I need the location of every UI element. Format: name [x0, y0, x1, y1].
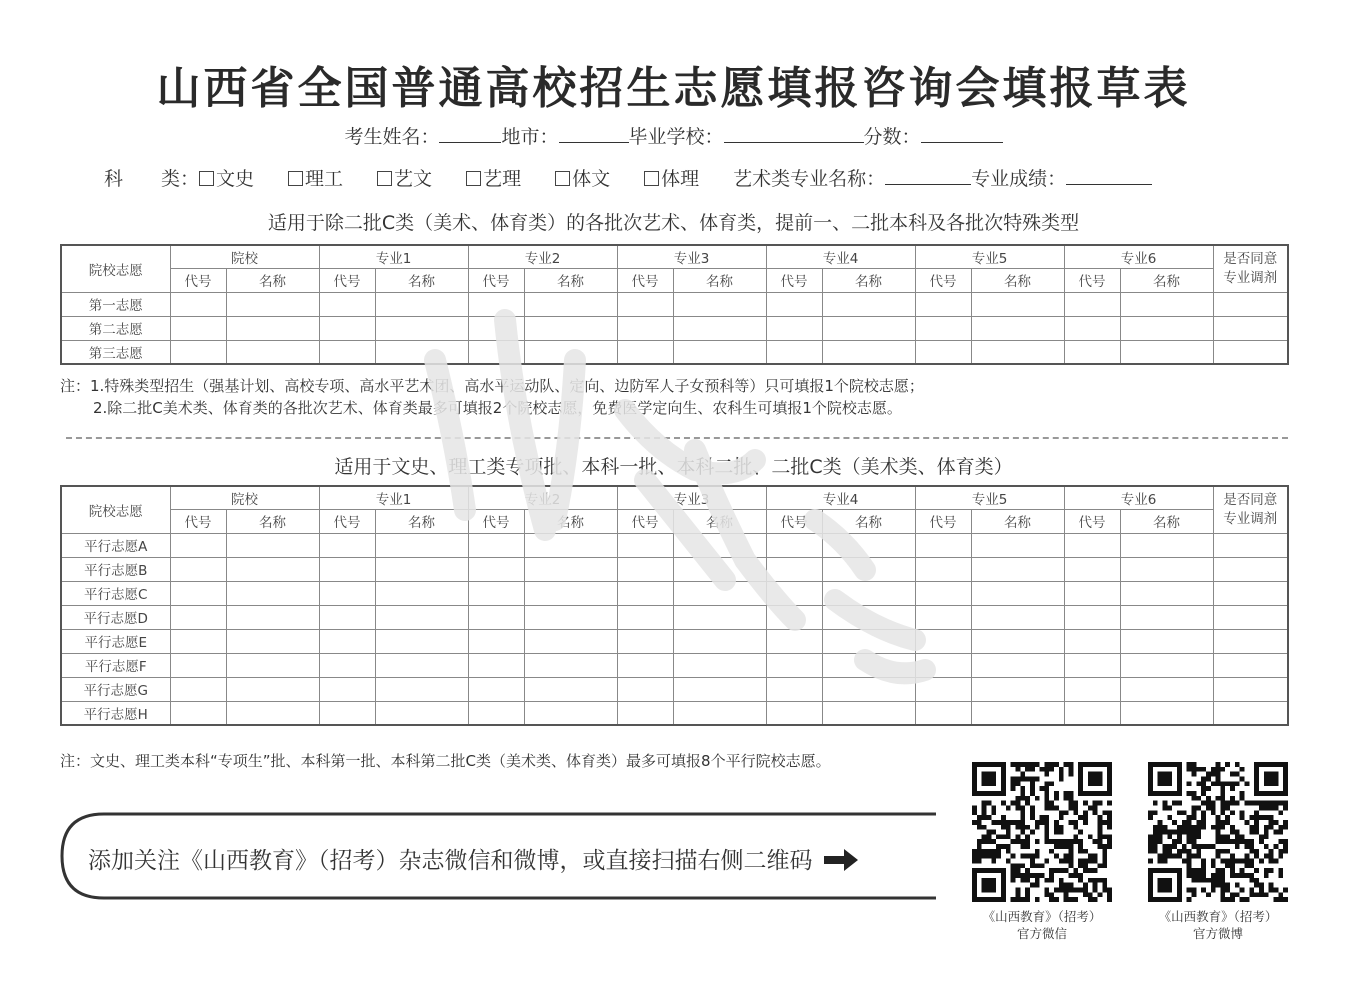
- entry-cell[interactable]: [1064, 533, 1120, 557]
- entry-cell[interactable]: [971, 605, 1064, 629]
- header-code: 代号: [766, 509, 822, 533]
- entry-cell[interactable]: [673, 605, 766, 629]
- entry-cell[interactable]: [673, 653, 766, 677]
- qr-caption-line1: 《山西教育》（招考）: [1158, 909, 1278, 924]
- entry-cell[interactable]: [915, 557, 971, 581]
- entry-cell[interactable]: [915, 581, 971, 605]
- qr-caption-line2: 官方微博: [1192, 926, 1243, 941]
- entry-cell[interactable]: [617, 605, 673, 629]
- entry-cell[interactable]: [1213, 629, 1288, 653]
- header-school-choice: 院校志愿: [61, 486, 170, 533]
- entry-cell[interactable]: [226, 557, 319, 581]
- table-row: [61, 292, 1288, 316]
- entry-cell[interactable]: [319, 557, 375, 581]
- entry-cell[interactable]: [915, 292, 971, 316]
- entry-cell[interactable]: [766, 340, 822, 364]
- entry-cell[interactable]: [673, 629, 766, 653]
- school-field[interactable]: [724, 124, 864, 143]
- entry-cell[interactable]: [822, 653, 915, 677]
- entry-cell[interactable]: [524, 340, 617, 364]
- entry-cell[interactable]: [971, 581, 1064, 605]
- entry-cell[interactable]: [319, 581, 375, 605]
- entry-cell[interactable]: [524, 605, 617, 629]
- table-row: [61, 605, 1288, 629]
- name-label: 考生姓名：: [344, 126, 440, 148]
- entry-cell[interactable]: [971, 677, 1064, 701]
- entry-cell[interactable]: [170, 316, 226, 340]
- header-name: 名称: [1120, 268, 1213, 292]
- header-code: 代号: [617, 268, 673, 292]
- entry-cell[interactable]: [319, 653, 375, 677]
- entry-cell[interactable]: [766, 292, 822, 316]
- header-adjust: [1213, 245, 1288, 292]
- row-label: 平行志愿B: [61, 557, 170, 581]
- entry-cell[interactable]: [468, 629, 524, 653]
- entry-cell[interactable]: [617, 653, 673, 677]
- table-row: [61, 533, 1288, 557]
- entry-cell[interactable]: [915, 677, 971, 701]
- header-school: 院校: [170, 486, 319, 509]
- table-row: [61, 316, 1288, 340]
- entry-cell[interactable]: [822, 629, 915, 653]
- entry-cell[interactable]: [1213, 557, 1288, 581]
- checkbox-icon[interactable]: [199, 171, 214, 186]
- header-major-5: 专业5: [915, 245, 1064, 268]
- header-name: 名称: [971, 509, 1064, 533]
- header-code: 代号: [915, 509, 971, 533]
- header-code: 代号: [617, 509, 673, 533]
- entry-cell[interactable]: [375, 629, 468, 653]
- entry-cell[interactable]: [915, 316, 971, 340]
- entry-cell[interactable]: [673, 316, 766, 340]
- entry-cell[interactable]: [319, 605, 375, 629]
- entry-cell[interactable]: [971, 533, 1064, 557]
- entry-cell[interactable]: [170, 292, 226, 316]
- entry-cell[interactable]: [524, 701, 617, 725]
- entry-cell[interactable]: [524, 292, 617, 316]
- entry-cell[interactable]: [766, 533, 822, 557]
- header-major-1: 专业1: [319, 486, 468, 509]
- entry-cell[interactable]: [170, 701, 226, 725]
- entry-cell[interactable]: [1064, 701, 1120, 725]
- header-major-5: 专业5: [915, 486, 1064, 509]
- entry-cell[interactable]: [617, 677, 673, 701]
- header-code: 代号: [170, 509, 226, 533]
- entry-cell[interactable]: [766, 605, 822, 629]
- arrow-right-icon: [824, 849, 858, 871]
- wechat-qr-code[interactable]: [972, 762, 1112, 902]
- entry-cell[interactable]: [971, 316, 1064, 340]
- entry-cell[interactable]: [375, 677, 468, 701]
- row-label: 平行志愿D: [61, 605, 170, 629]
- city-field[interactable]: [559, 124, 629, 143]
- entry-cell[interactable]: [170, 557, 226, 581]
- entry-cell[interactable]: [170, 581, 226, 605]
- header-major-6: 专业6: [1064, 486, 1213, 509]
- qr-caption-line2: 官方微信: [1016, 926, 1067, 941]
- checkbox-icon[interactable]: [377, 171, 392, 186]
- entry-cell[interactable]: [1120, 701, 1213, 725]
- entry-cell[interactable]: [468, 340, 524, 364]
- category-option-yili[interactable]: 艺理: [466, 168, 521, 190]
- header-major-3: 专业3: [617, 245, 766, 268]
- header-name: 名称: [971, 268, 1064, 292]
- table-row: [61, 629, 1288, 653]
- entry-cell[interactable]: [1213, 581, 1288, 605]
- entry-cell[interactable]: [1064, 316, 1120, 340]
- category-option-ligong[interactable]: 理工: [288, 168, 343, 190]
- entry-cell[interactable]: [1120, 292, 1213, 316]
- entry-cell[interactable]: [766, 701, 822, 725]
- entry-cell[interactable]: [524, 557, 617, 581]
- entry-cell[interactable]: [1120, 653, 1213, 677]
- section1-note2: 2.除二批C美术类、体育类的各批次艺术、体育类最多可填报2个院校志愿，免费医学定向生、农科生可填报1个院校志愿。: [93, 399, 902, 417]
- checkbox-icon[interactable]: [644, 171, 659, 186]
- header-name: 名称: [524, 268, 617, 292]
- city-label: 地市：: [501, 126, 559, 148]
- qr-caption-line1: 《山西教育》（招考）: [982, 909, 1102, 924]
- entry-cell[interactable]: [1213, 653, 1288, 677]
- entry-cell[interactable]: [468, 605, 524, 629]
- entry-cell[interactable]: [617, 340, 673, 364]
- category-line: [104, 164, 1152, 191]
- checkbox-icon[interactable]: [555, 171, 570, 186]
- entry-cell[interactable]: [468, 533, 524, 557]
- header-code: 代号: [468, 268, 524, 292]
- cut-line: [66, 437, 1288, 439]
- score-label: 分数：: [863, 126, 921, 148]
- entry-cell[interactable]: [1120, 629, 1213, 653]
- entry-cell[interactable]: [673, 557, 766, 581]
- entry-cell[interactable]: [766, 581, 822, 605]
- header-name: 名称: [375, 509, 468, 533]
- entry-cell[interactable]: [766, 653, 822, 677]
- entry-cell[interactable]: [617, 629, 673, 653]
- entry-cell[interactable]: [673, 292, 766, 316]
- header-major-3: 专业3: [617, 486, 766, 509]
- entry-cell[interactable]: [226, 292, 319, 316]
- entry-cell[interactable]: [524, 533, 617, 557]
- entry-cell[interactable]: [170, 605, 226, 629]
- entry-cell[interactable]: [617, 701, 673, 725]
- row-label: 平行志愿F: [61, 653, 170, 677]
- header-major-4: 专业4: [766, 245, 915, 268]
- entry-cell[interactable]: [524, 316, 617, 340]
- entry-cell[interactable]: [971, 292, 1064, 316]
- header-code: 代号: [468, 509, 524, 533]
- entry-cell[interactable]: [170, 653, 226, 677]
- entry-cell[interactable]: [617, 316, 673, 340]
- entry-cell[interactable]: [766, 629, 822, 653]
- entry-cell[interactable]: [915, 605, 971, 629]
- art-major-label: 艺术类专业名称：: [733, 168, 886, 190]
- table-row: [61, 340, 1288, 364]
- entry-cell[interactable]: [915, 533, 971, 557]
- header-name: 名称: [673, 268, 766, 292]
- entry-cell[interactable]: [971, 629, 1064, 653]
- major-score-field[interactable]: [1066, 166, 1152, 185]
- checkbox-icon[interactable]: [288, 171, 303, 186]
- entry-cell[interactable]: [971, 653, 1064, 677]
- entry-cell[interactable]: [673, 677, 766, 701]
- row-label: 第二志愿: [61, 316, 170, 340]
- entry-cell[interactable]: [822, 292, 915, 316]
- header-major-2: 专业2: [468, 486, 617, 509]
- category-option-tili[interactable]: 体理: [644, 168, 699, 190]
- header-name: 名称: [226, 268, 319, 292]
- header-adjust-line2: 专业调剂: [1223, 510, 1278, 527]
- entry-cell[interactable]: [375, 340, 468, 364]
- entry-cell[interactable]: [375, 581, 468, 605]
- entry-cell[interactable]: [1064, 653, 1120, 677]
- entry-cell[interactable]: [524, 677, 617, 701]
- category-option-tiwen[interactable]: 体文: [555, 168, 610, 190]
- entry-cell[interactable]: [617, 581, 673, 605]
- header-code: 代号: [766, 268, 822, 292]
- entry-cell[interactable]: [226, 653, 319, 677]
- entry-cell[interactable]: [822, 533, 915, 557]
- entry-cell[interactable]: [226, 581, 319, 605]
- section1-note1: 注：1.特殊类型招生（强基计划、高校专项、高水平艺术团、高水平运动队、定向、边防军人子女预科等）只可填报1个院校志愿；: [60, 377, 924, 395]
- header-adjust-line2: 专业调剂: [1223, 269, 1278, 286]
- header-major-2: 专业2: [468, 245, 617, 268]
- table-row: [61, 677, 1288, 701]
- header-name: 名称: [822, 509, 915, 533]
- table-row: [61, 701, 1288, 725]
- row-label: 第三志愿: [61, 340, 170, 364]
- entry-cell[interactable]: [822, 605, 915, 629]
- entry-cell[interactable]: [468, 653, 524, 677]
- header-school: 院校: [170, 245, 319, 268]
- entry-cell[interactable]: [1213, 701, 1288, 725]
- row-label: 平行志愿C: [61, 581, 170, 605]
- entry-cell[interactable]: [468, 581, 524, 605]
- header-school-choice: 院校志愿: [61, 245, 170, 292]
- entry-cell[interactable]: [1064, 340, 1120, 364]
- section2-table: [60, 485, 1289, 726]
- checkbox-icon[interactable]: [466, 171, 481, 186]
- entry-cell[interactable]: [319, 340, 375, 364]
- entry-cell[interactable]: [319, 292, 375, 316]
- header-code: 代号: [319, 268, 375, 292]
- row-label: 第一志愿: [61, 292, 170, 316]
- header-code: 代号: [170, 268, 226, 292]
- entry-cell[interactable]: [673, 581, 766, 605]
- entry-cell[interactable]: [1120, 533, 1213, 557]
- entry-cell[interactable]: [1064, 581, 1120, 605]
- entry-cell[interactable]: [375, 557, 468, 581]
- entry-cell[interactable]: [1064, 292, 1120, 316]
- major-score-label: 专业成绩：: [971, 168, 1067, 190]
- section2-note: 注：文史、理工类本科“专项生”批、本科第一批、本科第二批C类（美术类、体育类）最多可填报8个平行院校志愿。: [60, 752, 831, 770]
- section2-title: 适用于文史、理工类专项批、本科一批、本科二批、二批C类（美术类、体育类）: [334, 456, 1013, 478]
- category-option-wenshi[interactable]: 文史: [199, 168, 254, 190]
- entry-cell[interactable]: [375, 701, 468, 725]
- header-name: 名称: [226, 509, 319, 533]
- entry-cell[interactable]: [971, 701, 1064, 725]
- entry-cell[interactable]: [822, 316, 915, 340]
- entry-cell[interactable]: [1120, 581, 1213, 605]
- header-code: 代号: [1064, 268, 1120, 292]
- entry-cell[interactable]: [617, 292, 673, 316]
- row-label: 平行志愿E: [61, 629, 170, 653]
- entry-cell[interactable]: [468, 292, 524, 316]
- entry-cell[interactable]: [915, 653, 971, 677]
- entry-cell[interactable]: [524, 629, 617, 653]
- header-code: 代号: [1064, 509, 1120, 533]
- entry-cell[interactable]: [375, 533, 468, 557]
- header-adjust-line1: 是否同意: [1223, 491, 1278, 508]
- score-field[interactable]: [921, 124, 1003, 143]
- header-name: 名称: [524, 509, 617, 533]
- entry-cell[interactable]: [1120, 340, 1213, 364]
- follow-banner-text: [88, 842, 858, 875]
- entry-cell[interactable]: [468, 677, 524, 701]
- entry-cell[interactable]: [1213, 340, 1288, 364]
- section1-title: 适用于除二批C类（美术、体育类）的各批次艺术、体育类，提前一、二批本科及各批次特殊类型: [267, 212, 1080, 234]
- entry-cell[interactable]: [375, 316, 468, 340]
- header-name: 名称: [1120, 509, 1213, 533]
- entry-cell[interactable]: [766, 677, 822, 701]
- entry-cell[interactable]: [822, 340, 915, 364]
- entry-cell[interactable]: [1213, 316, 1288, 340]
- entry-cell[interactable]: [375, 605, 468, 629]
- wechat-qr-caption: [952, 908, 1132, 942]
- entry-cell[interactable]: [1213, 677, 1288, 701]
- entry-cell[interactable]: [1064, 557, 1120, 581]
- name-field[interactable]: [439, 124, 501, 143]
- entry-cell[interactable]: [1120, 557, 1213, 581]
- entry-cell[interactable]: [468, 316, 524, 340]
- table-row: [61, 557, 1288, 581]
- school-label: 毕业学校：: [628, 126, 724, 148]
- table-row: [61, 581, 1288, 605]
- category-option-yiwen[interactable]: 艺文: [377, 168, 432, 190]
- entry-cell[interactable]: [617, 557, 673, 581]
- row-label: 平行志愿G: [61, 677, 170, 701]
- entry-cell[interactable]: [375, 292, 468, 316]
- student-info-line: [0, 122, 1347, 149]
- row-label: 平行志愿A: [61, 533, 170, 557]
- entry-cell[interactable]: [226, 629, 319, 653]
- entry-cell[interactable]: [915, 340, 971, 364]
- entry-cell[interactable]: [226, 533, 319, 557]
- form-title: 山西省全国普通高校招生志愿填报咨询会填报草表: [156, 63, 1191, 114]
- banner-message: 添加关注《山西教育》（招考）杂志微信和微博，或直接扫描右侧二维码: [88, 848, 813, 874]
- entry-cell[interactable]: [170, 677, 226, 701]
- entry-cell[interactable]: [319, 316, 375, 340]
- entry-cell[interactable]: [1213, 292, 1288, 316]
- entry-cell[interactable]: [766, 557, 822, 581]
- entry-cell[interactable]: [766, 316, 822, 340]
- entry-cell[interactable]: [1120, 677, 1213, 701]
- entry-cell[interactable]: [673, 340, 766, 364]
- entry-cell[interactable]: [226, 340, 319, 364]
- entry-cell[interactable]: [915, 629, 971, 653]
- weibo-qr-code[interactable]: [1148, 762, 1288, 902]
- header-adjust-line1: 是否同意: [1223, 250, 1278, 267]
- header-major-4: 专业4: [766, 486, 915, 509]
- category-label: 科 类：: [104, 168, 200, 190]
- entry-cell[interactable]: [971, 557, 1064, 581]
- entry-cell[interactable]: [170, 629, 226, 653]
- entry-cell[interactable]: [971, 340, 1064, 364]
- entry-cell[interactable]: [226, 316, 319, 340]
- entry-cell[interactable]: [468, 701, 524, 725]
- entry-cell[interactable]: [170, 533, 226, 557]
- header-name: 名称: [822, 268, 915, 292]
- entry-cell[interactable]: [226, 701, 319, 725]
- entry-cell[interactable]: [524, 653, 617, 677]
- section1-table: [60, 244, 1289, 365]
- entry-cell[interactable]: [1213, 605, 1288, 629]
- entry-cell[interactable]: [319, 533, 375, 557]
- header-adjust: [1213, 486, 1288, 533]
- header-name: 名称: [673, 509, 766, 533]
- entry-cell[interactable]: [375, 653, 468, 677]
- art-major-field[interactable]: [885, 166, 971, 185]
- entry-cell[interactable]: [822, 581, 915, 605]
- entry-cell[interactable]: [524, 581, 617, 605]
- entry-cell[interactable]: [1064, 605, 1120, 629]
- header-name: 名称: [375, 268, 468, 292]
- entry-cell[interactable]: [915, 701, 971, 725]
- entry-cell[interactable]: [1213, 533, 1288, 557]
- header-code: 代号: [319, 509, 375, 533]
- entry-cell[interactable]: [822, 677, 915, 701]
- entry-cell[interactable]: [673, 701, 766, 725]
- header-major-1: 专业1: [319, 245, 468, 268]
- weibo-qr-caption: [1128, 908, 1308, 942]
- entry-cell[interactable]: [617, 533, 673, 557]
- entry-cell[interactable]: [822, 557, 915, 581]
- entry-cell[interactable]: [822, 701, 915, 725]
- table-row: [61, 653, 1288, 677]
- entry-cell[interactable]: [319, 629, 375, 653]
- row-label: 平行志愿H: [61, 701, 170, 725]
- entry-cell[interactable]: [170, 340, 226, 364]
- entry-cell[interactable]: [1120, 605, 1213, 629]
- header-code: 代号: [915, 268, 971, 292]
- entry-cell[interactable]: [1064, 677, 1120, 701]
- entry-cell[interactable]: [468, 557, 524, 581]
- entry-cell[interactable]: [319, 701, 375, 725]
- entry-cell[interactable]: [226, 605, 319, 629]
- entry-cell[interactable]: [226, 677, 319, 701]
- entry-cell[interactable]: [1064, 629, 1120, 653]
- entry-cell[interactable]: [673, 533, 766, 557]
- entry-cell[interactable]: [319, 677, 375, 701]
- header-major-6: 专业6: [1064, 245, 1213, 268]
- entry-cell[interactable]: [1120, 316, 1213, 340]
